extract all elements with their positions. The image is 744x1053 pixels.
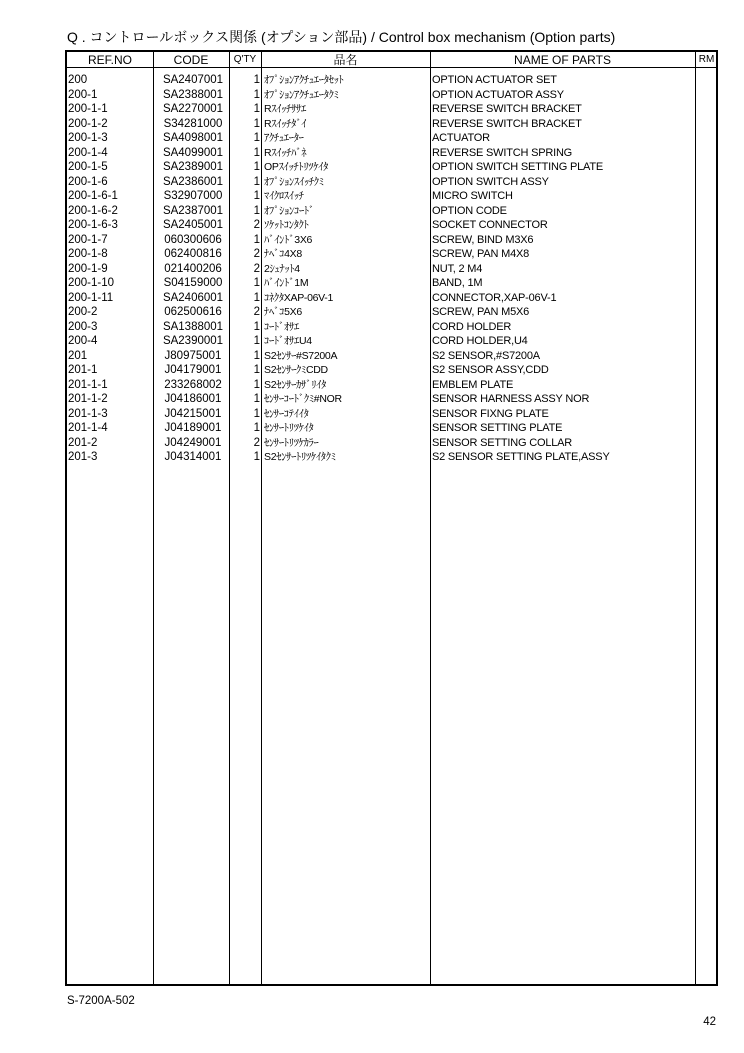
table-row <box>67 334 716 349</box>
table-row <box>67 450 716 465</box>
name-jp-cell: ｵﾌﾟｼｮﾝｱｸﾁｭｴｰﾀｸﾐ <box>264 88 339 101</box>
ref-cell: 200-1-6 <box>68 175 108 188</box>
qty-cell: 1 <box>253 407 260 420</box>
name-en-cell: SENSOR HARNESS ASSY NOR <box>432 393 590 405</box>
qty-cell: 2 <box>253 436 260 449</box>
qty-cell: 1 <box>253 378 260 391</box>
code-cell: SA2389001 <box>162 161 224 173</box>
qty-cell: 1 <box>253 335 260 347</box>
ref-cell: 200-1-4 <box>68 146 108 159</box>
name-en-cell: REVERSE SWITCH BRACKET <box>432 117 582 130</box>
code-cell: SA2386001 <box>162 175 224 188</box>
name-en-cell: CORD HOLDER,U4 <box>432 335 528 347</box>
name-jp-cell: ｵﾌﾟｼｮﾝｺｰﾄﾞ <box>264 204 315 217</box>
name-en-cell: SENSOR FIXNG PLATE <box>432 407 549 420</box>
code-cell: 062500616 <box>164 306 222 318</box>
header-name-jp: 品名 <box>333 53 358 67</box>
qty-cell: 1 <box>253 132 260 144</box>
name-jp-cell: Rｽｲｯﾁﾀﾞｲ <box>264 117 307 130</box>
name-jp-cell: ｾﾝｻｰｺﾃｲｲﾀ <box>264 407 309 420</box>
name-en-cell: OPTION SWITCH SETTING PLATE <box>432 161 604 173</box>
name-en-cell: S2 SENSOR SETTING PLATE,ASSY <box>432 451 610 463</box>
name-jp-cell: ｿｹｯﾄｺﾝﾀｸﾄ <box>264 219 309 231</box>
code-cell: J04314001 <box>164 451 222 463</box>
name-en-cell: BAND, 1M <box>432 277 483 289</box>
name-en-cell: SOCKET CONNECTOR <box>432 219 548 231</box>
qty-cell: 2 <box>253 248 260 260</box>
name-jp-cell: ﾅﾍﾞｺ4X8 <box>264 248 302 260</box>
ref-cell: 201-3 <box>68 451 98 463</box>
qty-cell: 1 <box>253 277 260 289</box>
qty-cell: 1 <box>253 349 260 362</box>
ref-cell: 200-1-2 <box>68 117 108 130</box>
ref-cell: 201 <box>68 349 88 362</box>
ref-cell: 200-1-1 <box>68 103 108 115</box>
table-row <box>67 233 716 248</box>
table-row <box>67 291 716 306</box>
code-cell: SA2270001 <box>162 103 224 115</box>
page-number: 42 <box>703 1016 716 1028</box>
model-number: S-7200A-502 <box>67 995 135 1007</box>
ref-cell: 201-1-2 <box>68 393 108 405</box>
table-row <box>67 131 716 146</box>
table-row <box>67 117 716 132</box>
ref-cell: 200-1-5 <box>68 161 108 173</box>
ref-cell: 200-1-8 <box>68 248 108 260</box>
name-en-cell: S2 SENSOR,#S7200A <box>432 349 540 362</box>
qty-cell: 2 <box>253 306 260 318</box>
ref-cell: 200-2 <box>68 306 98 318</box>
header-qty: Q'TY <box>233 54 257 65</box>
qty-cell: 1 <box>253 451 260 463</box>
name-jp-cell: ﾊﾞｲﾝﾄﾞ3X6 <box>264 233 313 246</box>
code-cell: SA2390001 <box>162 335 224 347</box>
qty-cell: 1 <box>253 364 260 376</box>
ref-cell: 200-1-11 <box>68 291 114 304</box>
ref-cell: 200-4 <box>68 335 98 347</box>
name-en-cell: CORD HOLDER <box>432 320 512 333</box>
page-title: Q . コントロールボックス関係 (オプション部品) / Control box mechanism (Option parts) <box>67 29 616 45</box>
table-row <box>67 175 716 190</box>
header-rm: RM <box>698 54 715 65</box>
table-row <box>67 247 716 262</box>
header-code: CODE <box>173 53 209 67</box>
ref-cell: 200-1-7 <box>68 233 108 246</box>
table-row <box>67 160 716 175</box>
name-jp-cell: Rｽｲｯﾁﾊﾞﾈ <box>264 146 307 159</box>
table-row <box>67 349 716 364</box>
code-cell: 021400206 <box>164 262 222 275</box>
code-cell: SA1388001 <box>162 320 224 333</box>
qty-cell: 1 <box>253 175 260 188</box>
name-en-cell: S2 SENSOR ASSY,CDD <box>432 364 549 376</box>
header-name-en: NAME OF PARTS <box>514 53 611 67</box>
table-row <box>67 276 716 291</box>
ref-cell: 201-1-3 <box>68 407 108 420</box>
code-cell: 233268002 <box>164 378 222 391</box>
qty-cell: 1 <box>253 393 260 405</box>
table-row <box>67 218 716 233</box>
name-jp-cell: S2ｾﾝｻｰﾄﾘﾂｹｲﾀｸﾐ <box>264 451 336 463</box>
name-en-cell: ACTUATOR <box>432 132 490 144</box>
ref-cell: 200-1-6-1 <box>68 190 118 202</box>
qty-cell: 1 <box>253 161 260 173</box>
ref-cell: 201-2 <box>68 436 98 449</box>
code-cell: J04249001 <box>164 436 222 449</box>
name-en-cell: NUT, 2 M4 <box>432 262 483 275</box>
name-jp-cell: ｾﾝｻｰﾄﾘﾂｹｲﾀ <box>264 422 314 434</box>
table-row <box>67 189 716 204</box>
name-en-cell: SENSOR SETTING COLLAR <box>432 436 573 449</box>
name-jp-cell: OPｽｲｯﾁﾄﾘﾂｹｲﾀ <box>264 161 329 173</box>
qty-cell: 1 <box>253 146 260 159</box>
table-row <box>67 363 716 378</box>
table-row <box>67 204 716 219</box>
qty-cell: 1 <box>253 190 260 202</box>
name-en-cell: SCREW, BIND M3X6 <box>432 233 534 246</box>
table-row <box>67 320 716 335</box>
table-row <box>67 436 716 451</box>
code-cell: SA2387001 <box>162 204 224 217</box>
name-en-cell: OPTION ACTUATOR ASSY <box>432 88 564 101</box>
qty-cell: 1 <box>253 103 260 115</box>
qty-cell: 1 <box>253 320 260 333</box>
code-cell: 062400816 <box>164 248 222 260</box>
qty-cell: 1 <box>253 204 260 217</box>
table-row <box>67 305 716 320</box>
code-cell: J04179001 <box>164 364 222 376</box>
name-jp-cell: Rｽｲｯﾁｻｻｴ <box>264 103 306 115</box>
table-row <box>67 392 716 407</box>
ref-cell: 200-3 <box>68 320 98 333</box>
ref-cell: 200-1-6-2 <box>68 204 118 217</box>
name-en-cell: SCREW, PAN M4X8 <box>432 248 530 260</box>
header-ref: REF.NO <box>87 53 132 67</box>
ref-cell: 200 <box>68 74 88 86</box>
name-en-cell: OPTION SWITCH ASSY <box>432 175 549 188</box>
table-row <box>67 407 716 422</box>
name-en-cell: OPTION CODE <box>432 204 507 217</box>
name-en-cell: SCREW, PAN M5X6 <box>432 306 530 318</box>
name-jp-cell: ﾊﾞｲﾝﾄﾞ1M <box>264 277 309 289</box>
code-cell: S04159000 <box>163 277 223 289</box>
qty-cell: 1 <box>253 117 260 130</box>
name-jp-cell: ｾﾝｻｰﾄﾘﾂｹｶﾗｰ <box>264 436 319 449</box>
code-cell: S32907000 <box>163 190 223 202</box>
name-jp-cell: ｺｰﾄﾞｵｻｴ <box>264 320 299 333</box>
table-row <box>67 88 716 103</box>
name-en-cell: OPTION ACTUATOR SET <box>432 74 557 86</box>
qty-cell: 1 <box>253 422 260 434</box>
table-row <box>67 73 716 88</box>
name-jp-cell: S2ｾﾝｻｰ#S7200A <box>264 349 338 362</box>
code-cell: SA4099001 <box>162 146 224 159</box>
name-jp-cell: S2ｾﾝｻｰｸﾐCDD <box>264 364 328 376</box>
name-jp-cell: S2ｾﾝｻｰｶｻﾞﾘｲﾀ <box>264 378 327 391</box>
code-cell: SA2388001 <box>162 88 224 101</box>
ref-cell: 201-1-4 <box>68 422 108 434</box>
name-en-cell: MICRO SWITCH <box>432 190 513 202</box>
code-cell: J80975001 <box>164 349 222 362</box>
parts-table <box>65 50 718 986</box>
code-cell: 060300606 <box>164 233 222 246</box>
header-divider <box>67 67 716 68</box>
qty-cell: 1 <box>253 291 260 304</box>
qty-cell: 2 <box>253 262 260 275</box>
code-cell: S34281000 <box>163 117 223 130</box>
name-en-cell: REVERSE SWITCH BRACKET <box>432 103 582 115</box>
ref-cell: 200-1-6-3 <box>68 219 118 231</box>
qty-cell: 1 <box>253 233 260 246</box>
qty-cell: 1 <box>253 88 260 101</box>
name-jp-cell: ﾏｲｸﾛｽｲｯﾁ <box>264 190 304 202</box>
code-cell: SA2405001 <box>162 219 224 231</box>
code-cell: J04189001 <box>164 422 222 434</box>
name-jp-cell: ｾﾝｻｰｺｰﾄﾞｸﾐ#NOR <box>264 393 342 405</box>
table-row <box>67 102 716 117</box>
ref-cell: 201-1 <box>68 364 98 376</box>
ref-cell: 200-1-3 <box>68 132 108 144</box>
qty-cell: 1 <box>253 74 260 86</box>
ref-cell: 201-1-1 <box>68 378 108 391</box>
name-jp-cell: ｵﾌﾟｼｮﾝｽｲｯﾁｸﾐ <box>264 175 324 188</box>
name-jp-cell: ｵﾌﾟｼｮﾝｱｸﾁｭｴｰﾀｾｯﾄ <box>264 74 344 86</box>
name-jp-cell: ｺﾈｸﾀXAP-06V-1 <box>264 291 334 304</box>
name-en-cell: EMBLEM PLATE <box>432 378 514 391</box>
name-jp-cell: ﾅﾍﾞｺ5X6 <box>264 306 302 318</box>
name-en-cell: CONNECTOR,XAP-06V-1 <box>432 291 557 304</box>
code-cell: J04215001 <box>164 407 222 420</box>
table-body <box>67 73 716 465</box>
code-cell: SA4098001 <box>162 132 224 144</box>
code-cell: J04186001 <box>164 393 222 405</box>
qty-cell: 2 <box>253 219 260 231</box>
code-cell: SA2407001 <box>162 74 224 86</box>
name-en-cell: REVERSE SWITCH SPRING <box>432 146 573 159</box>
name-jp-cell: ｱｸﾁｭｴｰﾀｰ <box>264 132 304 144</box>
name-en-cell: SENSOR SETTING PLATE <box>432 422 563 434</box>
table-row <box>67 421 716 436</box>
code-cell: SA2406001 <box>162 291 224 304</box>
table-row <box>67 262 716 277</box>
name-jp-cell: ｺｰﾄﾞｵｻｴU4 <box>264 335 312 347</box>
ref-cell: 200-1-9 <box>68 262 108 275</box>
table-row <box>67 378 716 393</box>
ref-cell: 200-1 <box>68 88 98 101</box>
name-jp-cell: 2ｼｭﾅｯﾄ4 <box>264 262 300 275</box>
table-row <box>67 146 716 161</box>
ref-cell: 200-1-10 <box>68 277 115 289</box>
